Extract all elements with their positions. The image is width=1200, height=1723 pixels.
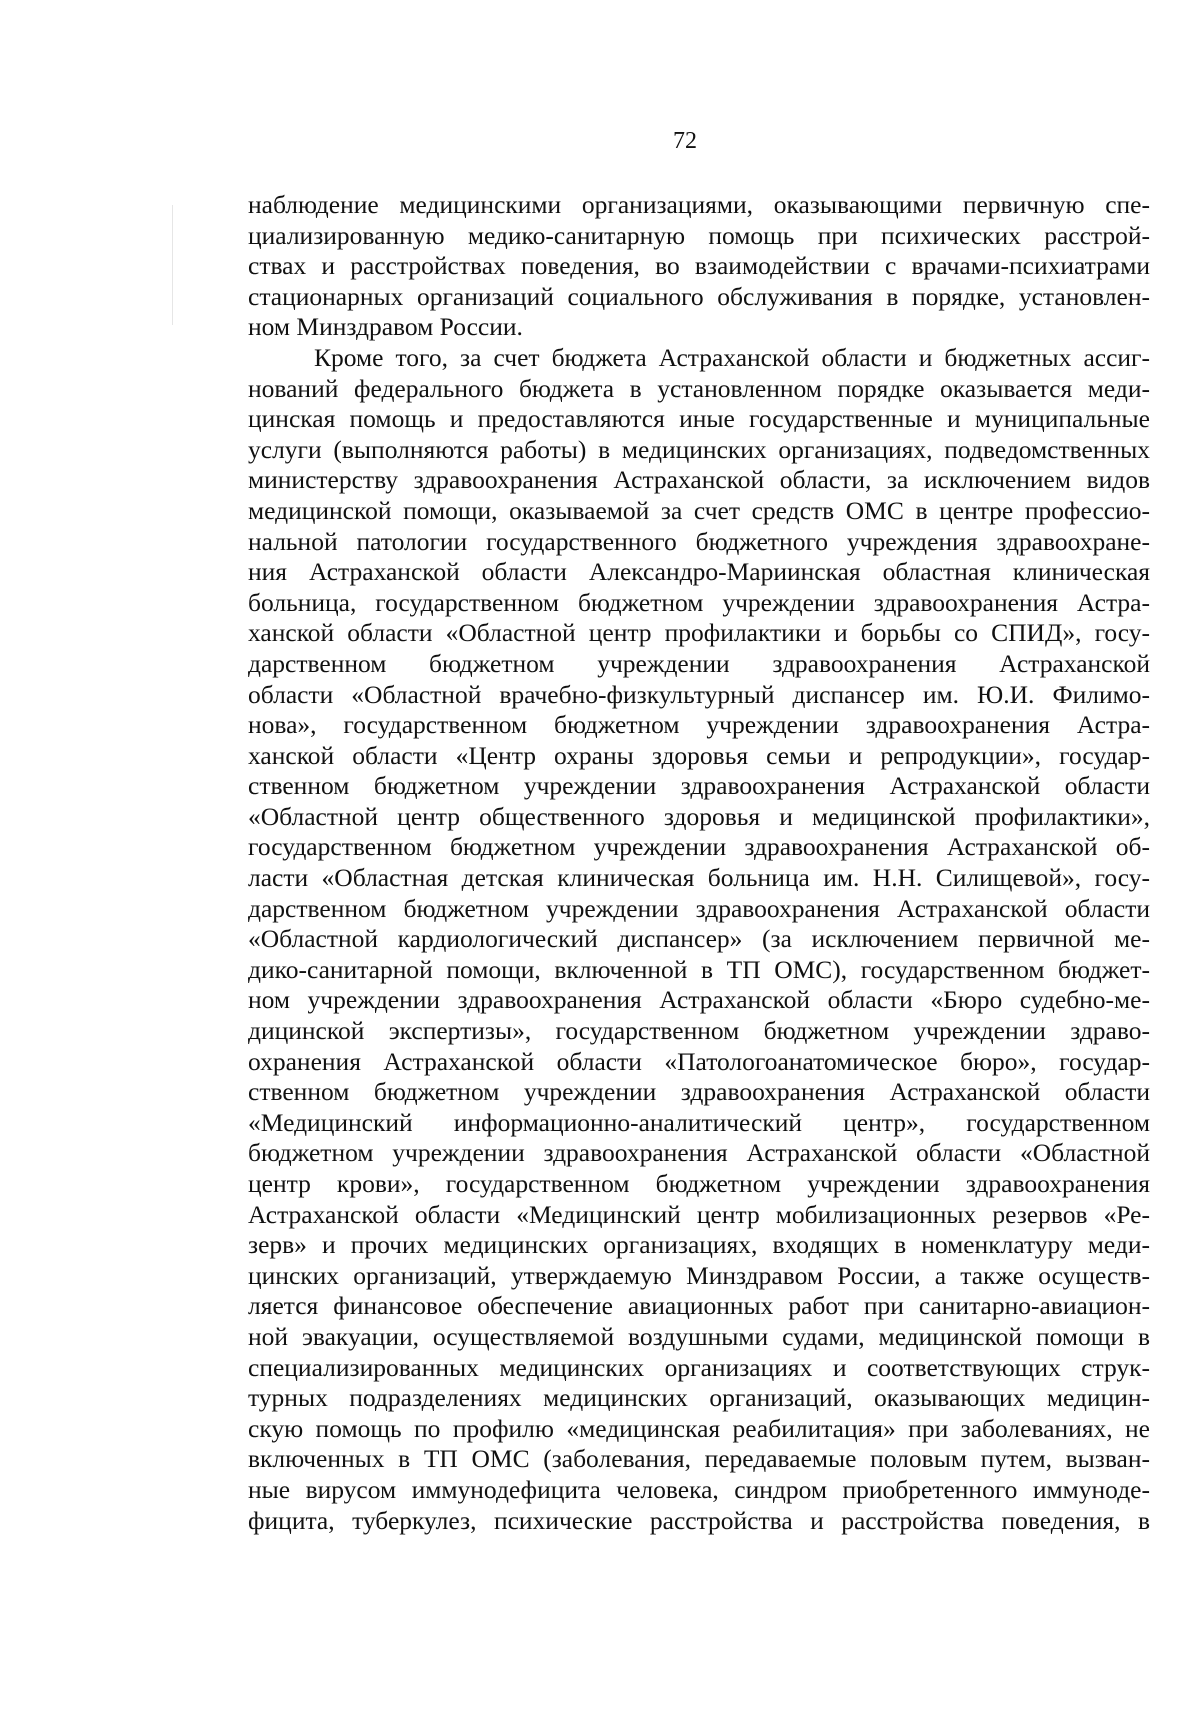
text-line: циализированную медико-санитарную помощь при психических расстрой- (248, 220, 1150, 250)
text-line: ханской области «Центр охраны здоровья семьи и репродукции», государ- (248, 740, 1150, 770)
text-line: «Областной центр общественного здоровья и медицинской профилактики», (248, 801, 1150, 831)
text-line: зерв» и прочих медицинских организациях, входящих в номенклатуру меди- (248, 1230, 1150, 1260)
text-line: турных подразделениях медицинских организаций, оказывающих медицин- (248, 1383, 1150, 1413)
text-line: бюджетном учреждении здравоохранения Астраханской области «Областной (248, 1138, 1150, 1168)
scan-margin-mark (172, 205, 173, 325)
text-line: ния Астраханской области Александро-Мариинская областная клиническая (248, 557, 1150, 587)
text-line: ном Минздравом России. (248, 312, 523, 342)
text-line: дицинской экспертизы», государственном бюджетном учреждении здраво- (248, 1016, 1150, 1046)
text-line: больница, государственном бюджетном учреждении здравоохранения Астра- (248, 587, 1150, 617)
text-line: специализированных медицинских организациях и соответствующих струк- (248, 1352, 1150, 1382)
text-line: Кроме того, за счет бюджета Астраханской области и бюджетных ассиг- (314, 342, 1150, 372)
body-text (248, 190, 1150, 1536)
text-line: Астраханской области «Медицинский центр мобилизационных резервов «Ре- (248, 1199, 1150, 1229)
text-line: ственном бюджетном учреждении здравоохранения Астраханской области (248, 1077, 1150, 1107)
text-line: цинских организаций, утверждаемую Минздравом России, а также осуществ- (248, 1260, 1150, 1290)
text-line: ханской области «Областной центр профилактики и борьбы со СПИД», госу- (248, 618, 1150, 648)
text-line: нований федерального бюджета в установленном порядке оказывается меди- (248, 373, 1150, 403)
text-line: ствах и расстройствах поведения, во взаимодействии с врачами-психиатрами (248, 251, 1150, 281)
text-line: цинская помощь и предоставляются иные государственные и муниципальные (248, 404, 1150, 434)
paragraph-1 (248, 190, 1150, 343)
text-line: «Медицинский информационно-аналитический центр», государственном (248, 1107, 1150, 1137)
text-line: скую помощь по профилю «медицинская реабилитация» при заболеваниях, не (248, 1413, 1150, 1443)
text-line: нова», государственном бюджетном учреждении здравоохранения Астра- (248, 710, 1150, 740)
page-number: 72 (673, 128, 697, 154)
text-line: ласти «Областная детская клиническая больница им. Н.Н. Силищевой», госу- (248, 863, 1150, 893)
text-line: государственном бюджетном учреждении здравоохранения Астраханской об- (248, 832, 1150, 862)
text-line: дарственном бюджетном учреждении здравоохранения Астраханской (248, 648, 1150, 678)
text-line: фицита, туберкулез, психические расстройства и расстройства поведения, в (248, 1505, 1150, 1535)
text-line: услуги (выполняются работы) в медицинских организациях, подведомственных (248, 434, 1150, 464)
text-line: наблюдение медицинскими организациями, оказывающими первичную спе- (248, 190, 1150, 219)
text-line: ные вирусом иммунодефицита человека, синдром приобретенного иммуноде- (248, 1474, 1150, 1504)
text-line: дико-санитарной помощи, включенной в ТП ОМС), государственном бюджет- (248, 954, 1150, 984)
text-line: области «Областной врачебно-физкультурный диспансер им. Ю.И. Филимо- (248, 679, 1150, 709)
text-line: ляется финансовое обеспечение авиационных работ при санитарно-авиацион- (248, 1291, 1150, 1321)
paragraph-2 (248, 343, 1150, 1536)
text-line: нальной патологии государственного бюджетного учреждения здравоохране- (248, 526, 1150, 556)
text-line: медицинской помощи, оказываемой за счет средств ОМС в центре профессио- (248, 495, 1150, 525)
text-line: включенных в ТП ОМС (заболевания, передаваемые половым путем, вызван- (248, 1444, 1150, 1474)
text-line: ном учреждении здравоохранения Астраханской области «Бюро судебно-ме- (248, 985, 1150, 1015)
text-line: охранения Астраханской области «Патологоанатомическое бюро», государ- (248, 1046, 1150, 1076)
text-line: дарственном бюджетном учреждении здравоохранения Астраханской области (248, 893, 1150, 923)
text-line: министерству здравоохранения Астраханской области, за исключением видов (248, 465, 1150, 495)
text-line: центр крови», государственном бюджетном учреждении здравоохранения (248, 1169, 1150, 1198)
text-line: ственном бюджетном учреждении здравоохранения Астраханской области (248, 771, 1150, 801)
text-line: стационарных организаций социального обслуживания в порядке, установлен- (248, 281, 1150, 311)
text-line: «Областной кардиологический диспансер» (за исключением первичной ме- (248, 924, 1150, 954)
text-line: ной эвакуации, осуществляемой воздушными судами, медицинской помощи в (248, 1321, 1150, 1351)
